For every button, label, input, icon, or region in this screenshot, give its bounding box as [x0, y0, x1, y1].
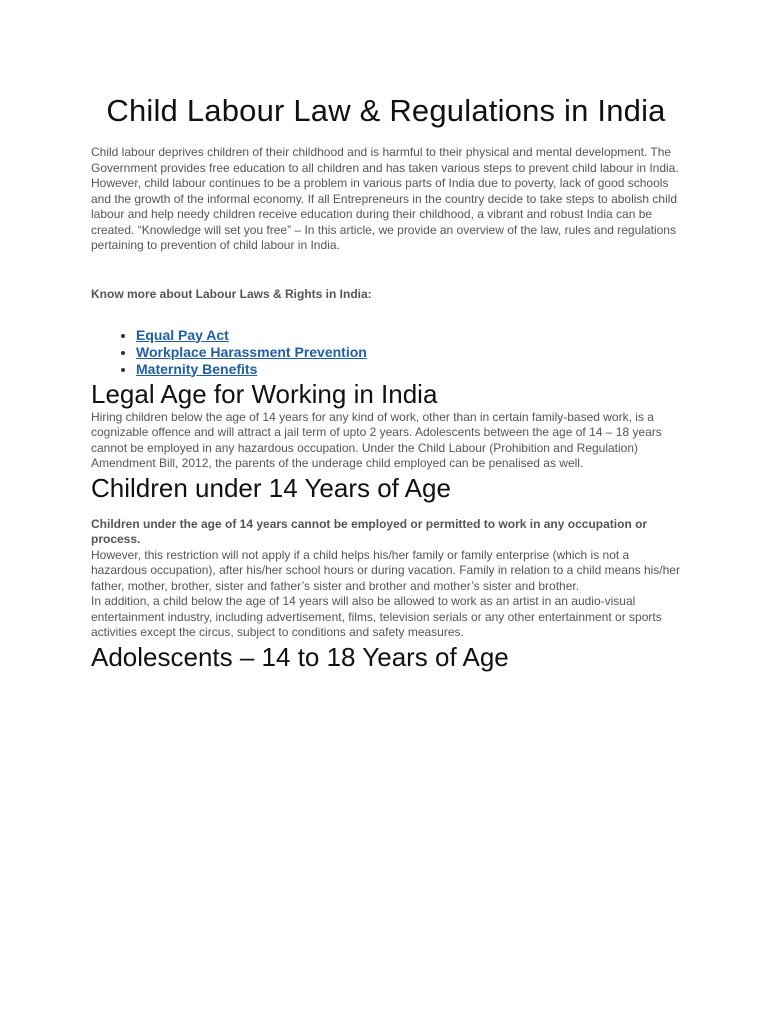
artist-exception-paragraph: In addition, a child below the age of 14 years will also be allowed to work as an artist in an audio-visual entertainment industry, including advertisement, films, television serials or any other entertainment or sports activities except the circus, subject to conditions and safety measures.	[91, 594, 662, 639]
list-item	[136, 344, 681, 361]
intro-paragraph: Child labour deprives children of their childhood and is harmful to their physical and mental development. The Government provides free education to all children and has taken various steps to prevent child labour in India. However, child labour continues to be a problem in various parts of India due to poverty, lack of good schools and the growth of the informal economy. If all Entrepreneurs in the country decide to take steps to abolish child labour and help needy children receive education during their childhood, a vibrant and robust India can be created. “Knowledge will set you free” – In this article, we provide an overview of the law, rules and regulations pertaining to prevention of child labour in India.	[91, 145, 679, 252]
restriction-exception-paragraph: However, this restriction will not apply if a child helps his/her family or family enterprise (which is not a hazardous occupation), after his/her school hours or during vacation. Family in relation to a child means his/her father, mother, brother, sister and father’s sister and brother and mother’s sister and brother.	[91, 547, 680, 593]
under-14-bold-paragraph: Children under the age of 14 years cannot be employed or permitted to work in any occupation or process.	[91, 516, 648, 546]
legal-age-paragraph: Hiring children below the age of 14 years for any kind of work, other than in certain family-based work, is a cognizable offence and will attract a jail term of upto 2 years. Adolescents between the age of 14 – 18 years cannot be employed in any hazardous occupation. Under the Child Labour (Prohibition and Regulation) Amendment Bill, 2012, the parents of the underage child employed can be penalised as well.	[91, 409, 662, 470]
adolescents-heading: Adolescents – 14 to 18 Years of Age	[91, 641, 509, 672]
related-links-list	[91, 327, 681, 378]
legal-age-heading: Legal Age for Working in India	[91, 378, 438, 409]
document-page	[91, 92, 681, 673]
under-14-heading: Children under 14 Years of Age	[91, 472, 451, 503]
workplace-harassment-link[interactable]: Workplace Harassment Prevention	[136, 343, 367, 360]
equal-pay-act-link[interactable]: Equal Pay Act	[136, 326, 229, 343]
list-item	[136, 361, 681, 378]
know-more-label: Know more about Labour Laws & Rights in India:	[91, 286, 372, 301]
page-title: Child Labour Law & Regulations in India	[106, 93, 666, 128]
maternity-benefits-link[interactable]: Maternity Benefits	[136, 360, 258, 377]
list-item	[136, 327, 681, 344]
